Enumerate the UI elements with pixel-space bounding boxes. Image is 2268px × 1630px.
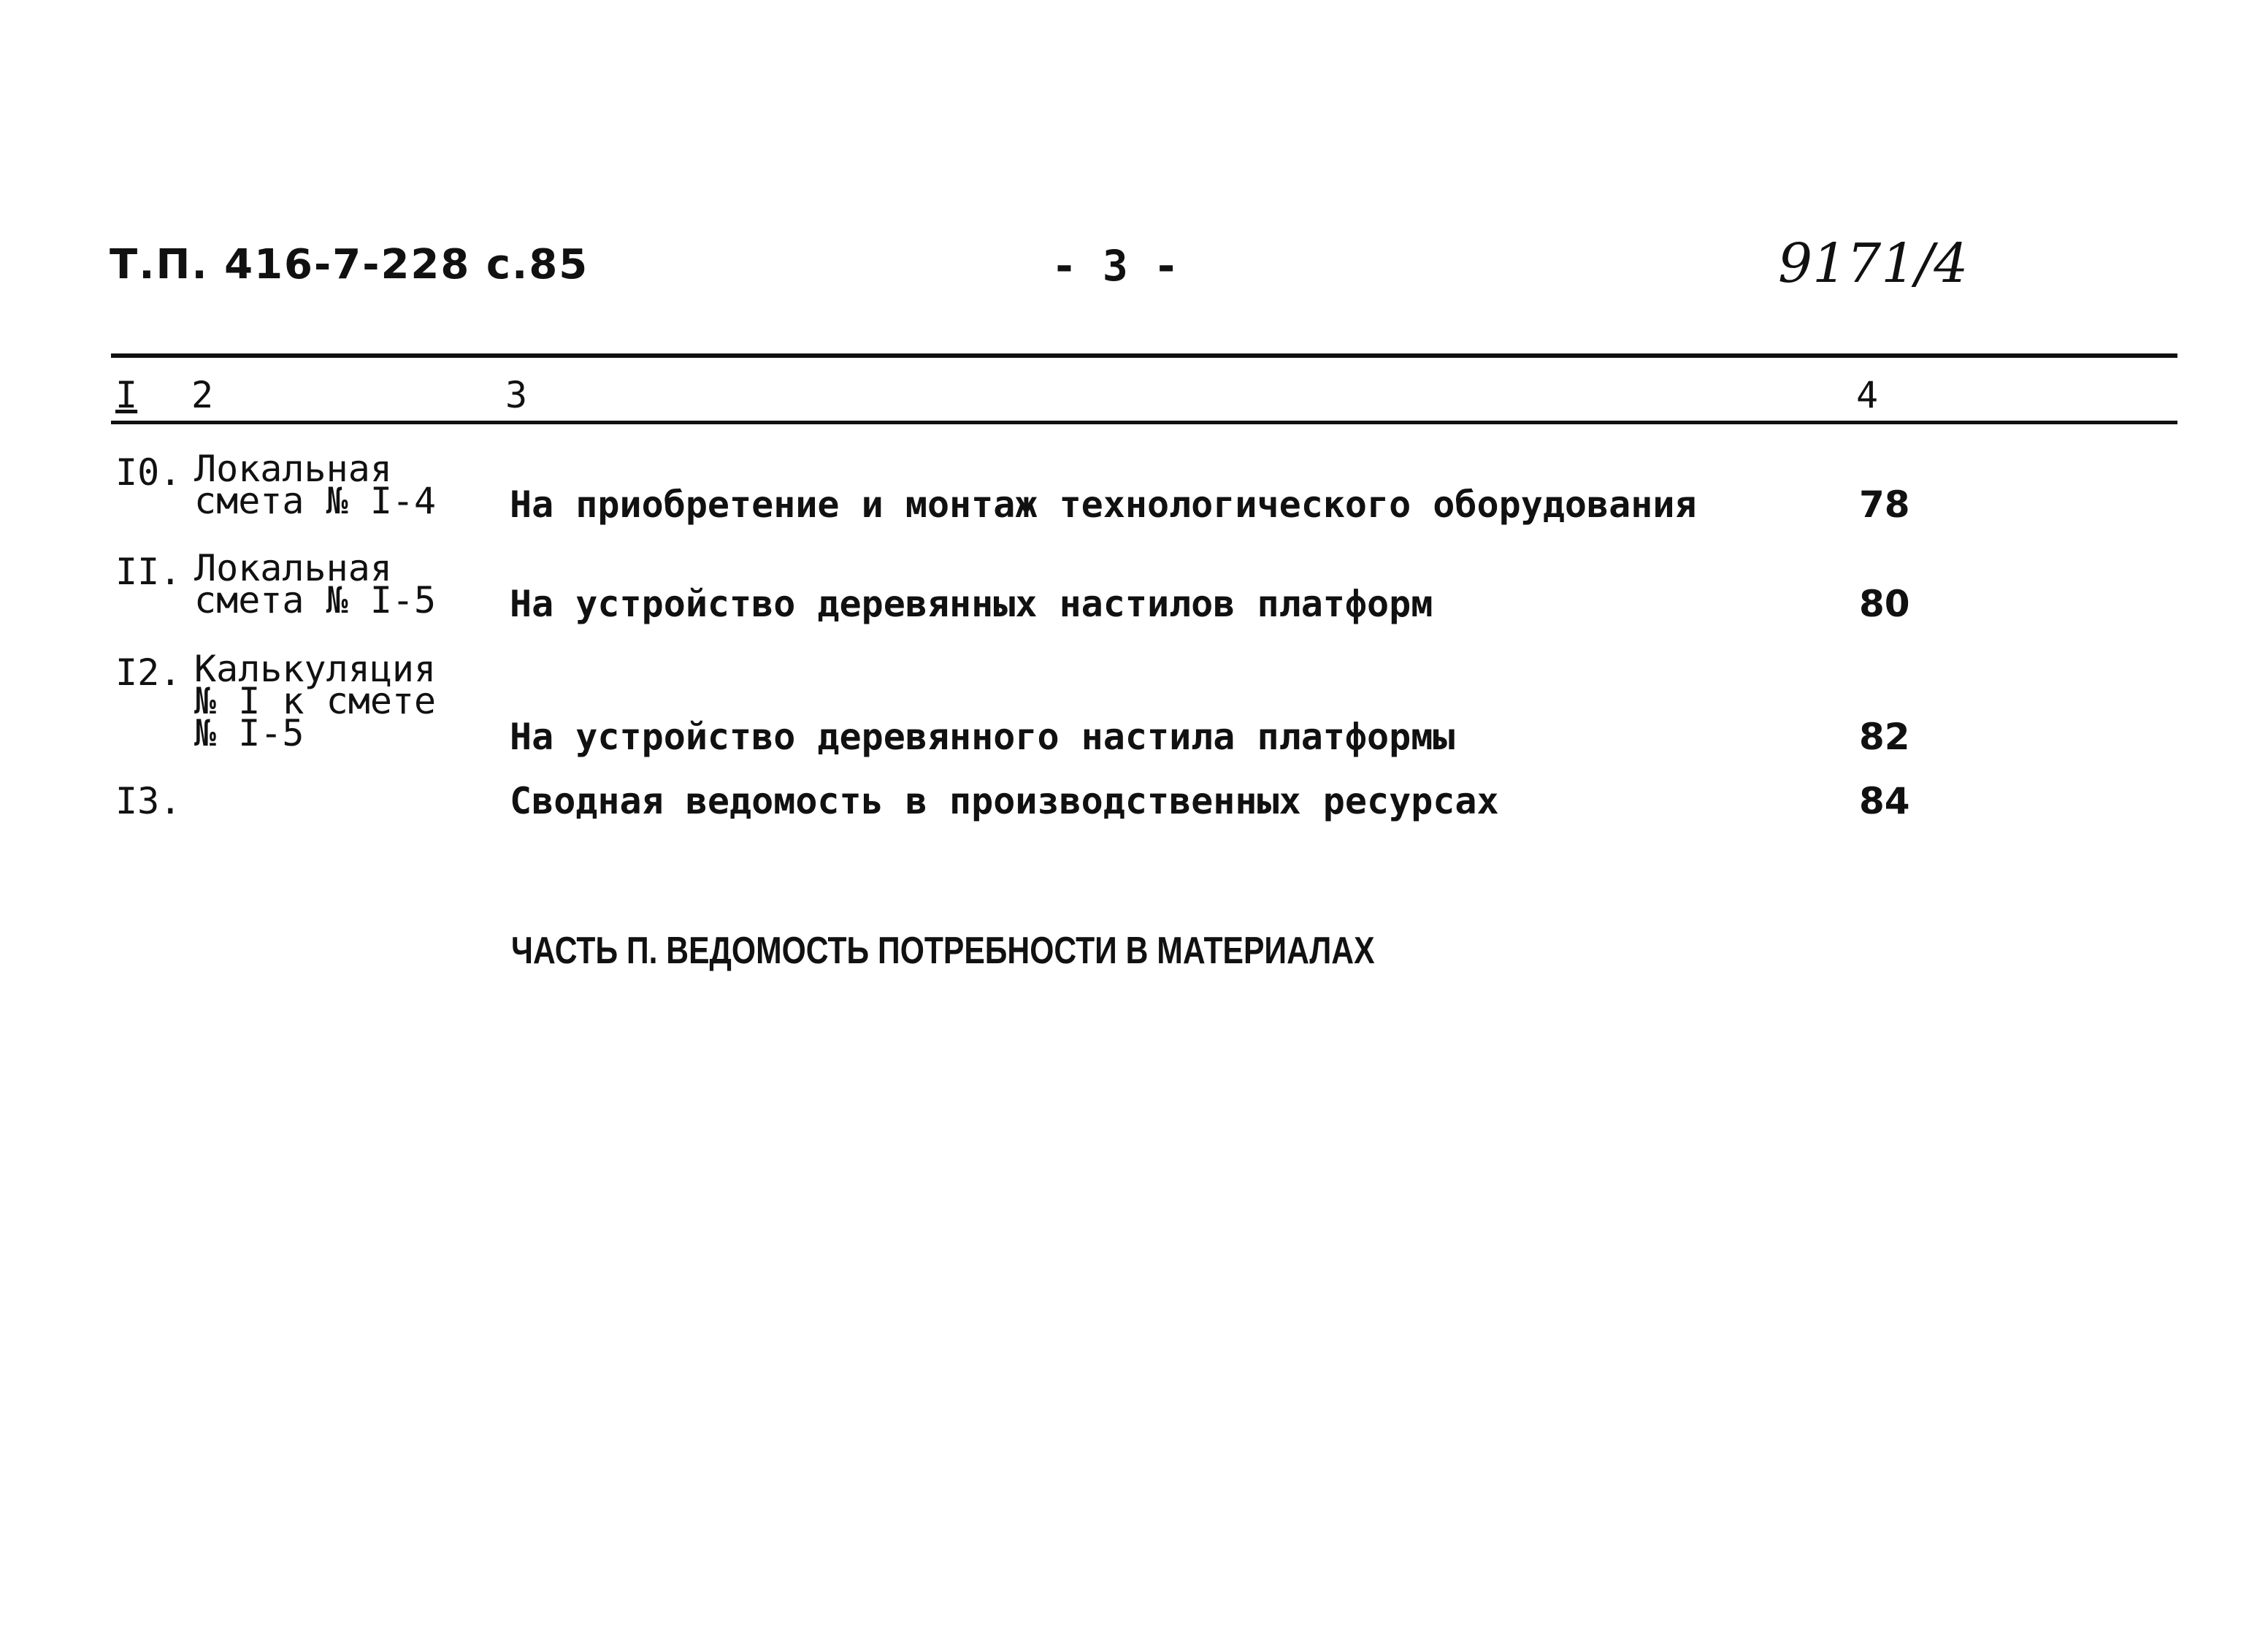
row-number: I2. <box>115 651 182 694</box>
section-title: ЧАСТЬ П. ВЕДОМОСТЬ ПОТРЕБНОСТИ В МАТЕРИАЛАХ <box>511 930 1375 972</box>
row-name-line: смета № I-4 <box>194 480 437 522</box>
document-code: Т.П. 416-7-228 с.85 <box>110 241 589 288</box>
column-header-3: 3 <box>505 374 528 416</box>
row-number: II. <box>115 551 182 593</box>
column-header-2: 2 <box>191 374 214 416</box>
row-number: I0. <box>115 451 182 494</box>
row-description: На устройство деревянного настила платформы <box>510 716 1455 758</box>
row-name-line: № I к смете <box>194 680 437 722</box>
row-page: 80 <box>1859 583 1910 625</box>
column-header-4: 4 <box>1856 374 1879 416</box>
row-page: 84 <box>1859 780 1910 822</box>
row-name-line: Локальная <box>194 448 392 490</box>
header-rule-bottom <box>111 421 2177 424</box>
registration-number: 9171/4 <box>1778 232 1969 295</box>
row-page: 78 <box>1859 483 1910 526</box>
row-name-line: Калькуляция <box>194 648 437 690</box>
page-number: - 3 - <box>1051 241 1179 291</box>
row-description: На приобретение и монтаж технологического оборудования <box>510 483 1697 526</box>
row-page: 82 <box>1859 716 1910 758</box>
column-header-1: I <box>115 374 138 416</box>
header-rule-top <box>111 353 2177 358</box>
row-description: На устройство деревянных настилов платформ <box>510 583 1433 625</box>
row-name-line: смета № I-5 <box>194 579 437 621</box>
row-number: I3. <box>115 780 182 822</box>
row-description: Сводная ведомость в производственных ресурсах <box>510 780 1499 822</box>
row-name-line: № I-5 <box>194 712 304 754</box>
row-name-line: Локальная <box>194 547 392 589</box>
